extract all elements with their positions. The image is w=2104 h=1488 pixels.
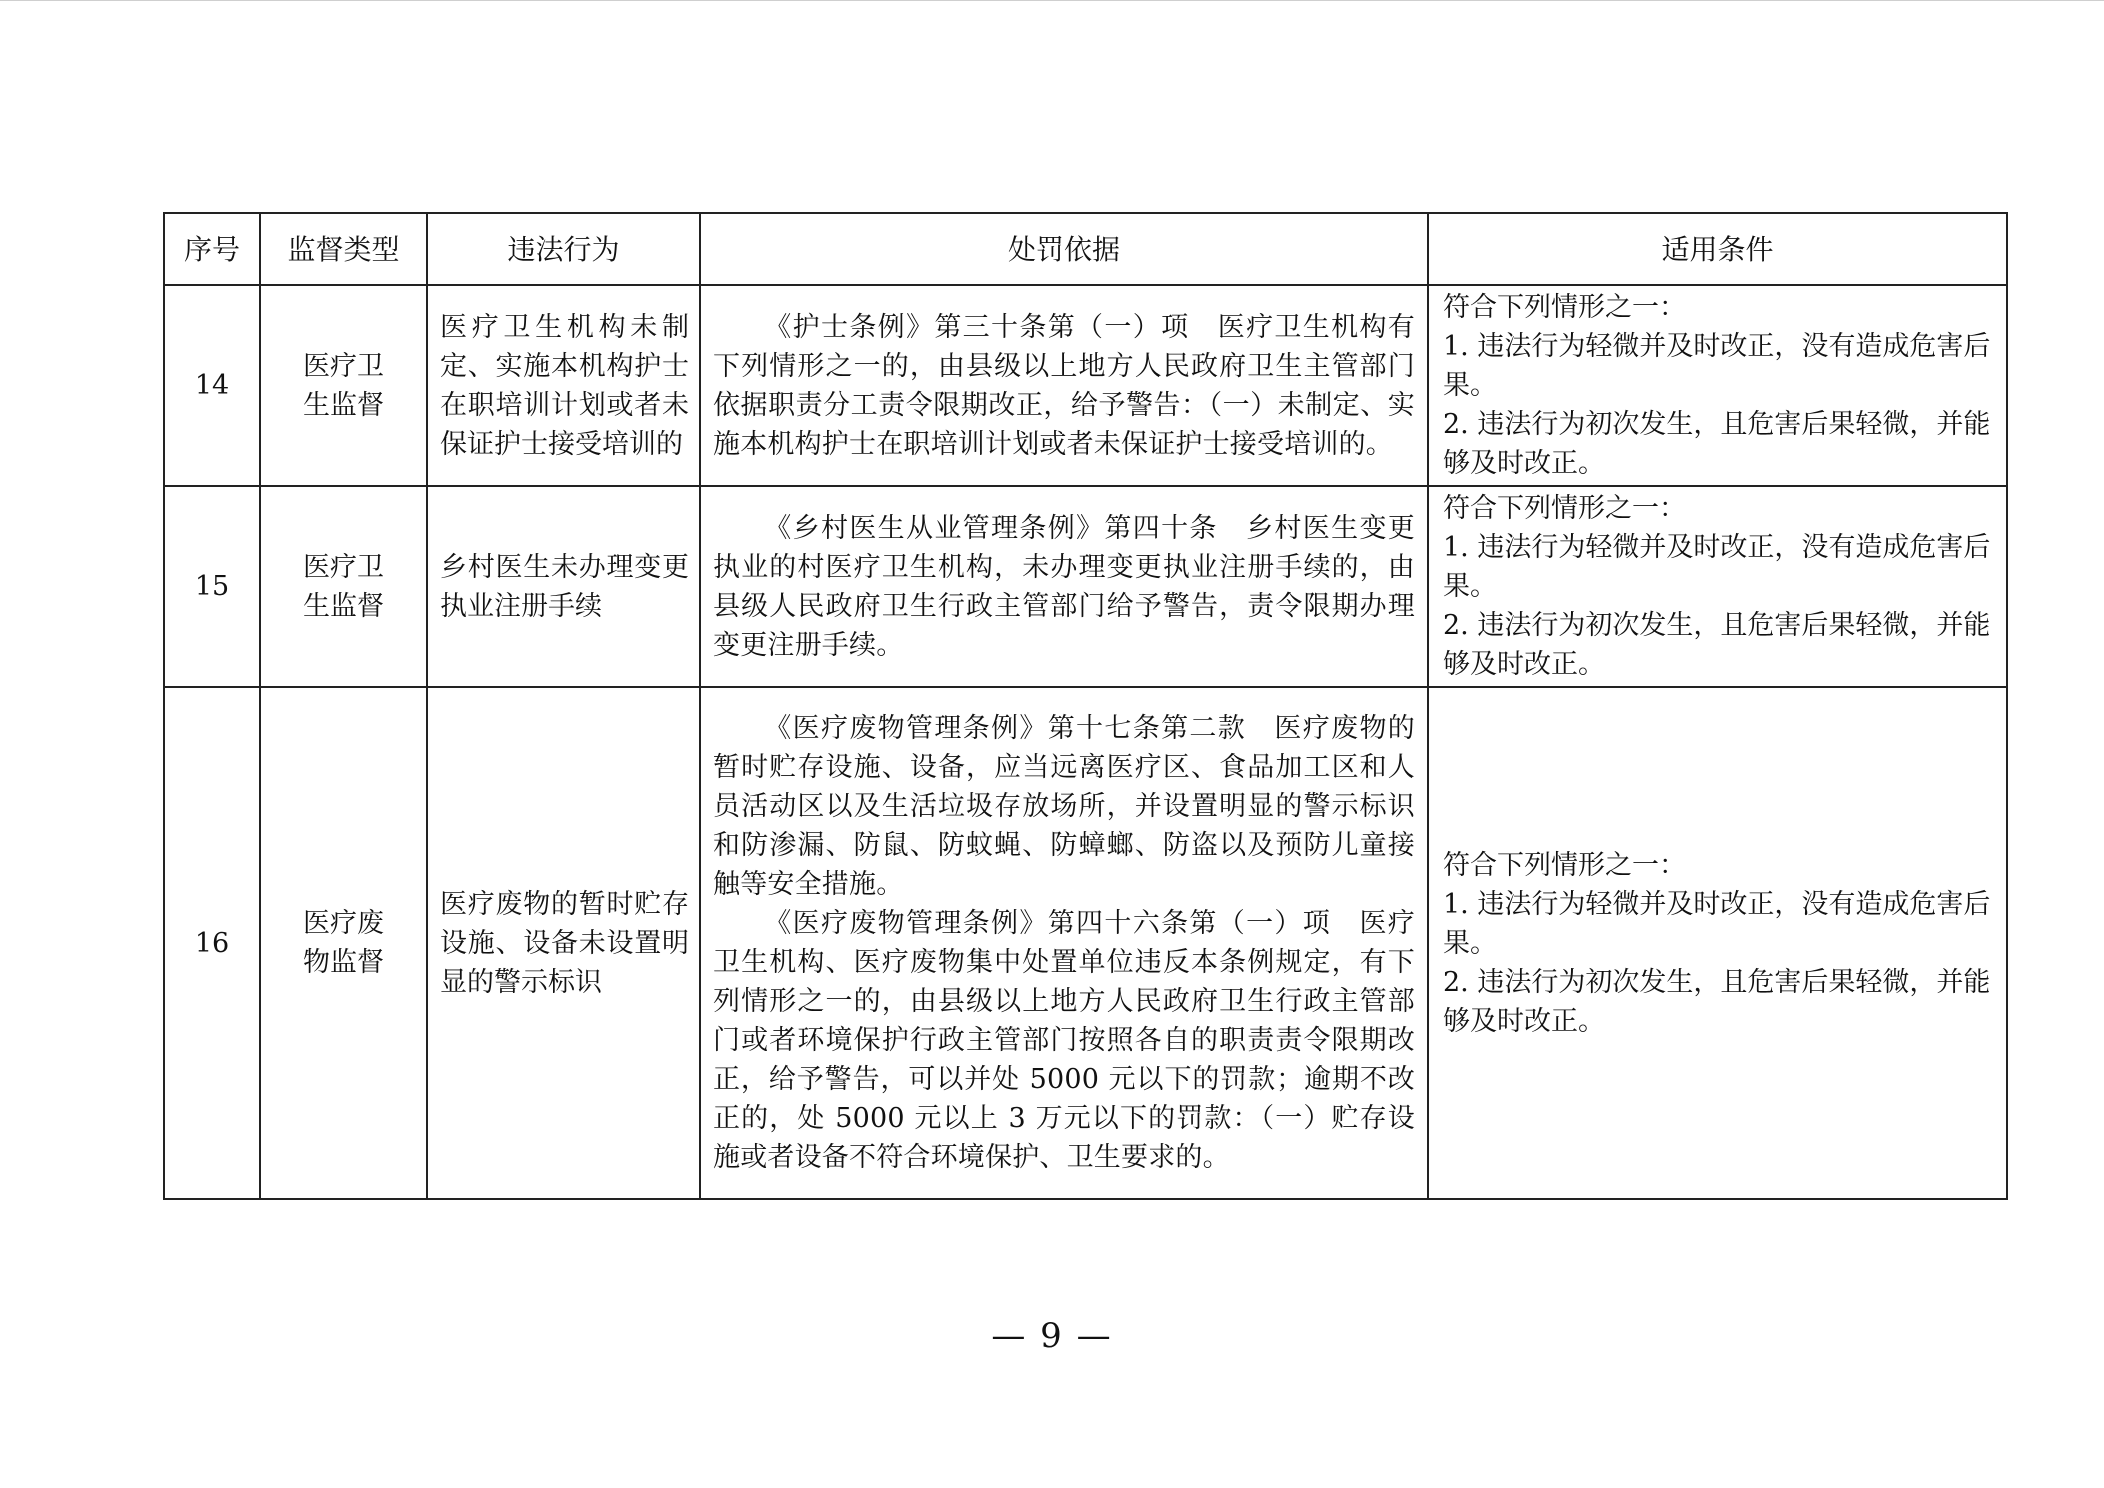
table-row (164, 285, 2007, 486)
basis-paragraph: 《乡村医生从业管理条例》第四十条 乡村医生变更执业的村医疗卫生机构，未办理变更执业注册手续的，由县级人民政府卫生行政主管部门给予警告，责令限期办理变更注册手续。 (713, 512, 1415, 661)
condition-item: 2. 违法行为初次发生，且危害后果轻微，并能够及时改正。 (1443, 610, 1991, 680)
condition-item: 2. 违法行为初次发生，且危害后果轻微，并能够及时改正。 (1443, 409, 1991, 479)
table-row (164, 486, 2007, 687)
basis-paragraph: 《护士条例》第三十条第（一）项 医疗卫生机构有下列情形之一的，由县级以上地方人民政府卫生主管部门依据职责分工责令限期改正，给予警告：（一）未制定、实施本机构护士在职培训计划或者未保证护士接受培训的。 (713, 311, 1415, 460)
condition-intro: 符合下列情形之一： (1443, 849, 1686, 881)
violation-act: 医疗废物的暂时贮存设施、设备未设置明显的警示标识 (427, 687, 700, 1199)
header-act: 违法行为 (427, 213, 700, 285)
applicable-conditions (1428, 285, 2007, 486)
table-row (164, 687, 2007, 1199)
table-header-row (164, 213, 2007, 285)
penalty-table (163, 212, 2008, 1200)
penalty-basis (700, 285, 1428, 486)
condition-item: 2. 违法行为初次发生，且危害后果轻微，并能够及时改正。 (1443, 966, 1991, 1037)
basis-paragraph: 《医疗废物管理条例》第四十六条第（一）项 医疗卫生机构、医疗废物集中处置单位违反本条例规定，有下列情形之一的，由县级以上地方人民政府卫生行政主管部门或者环境保护行政主管部门按照各自的职责责令限期改正，给予警告，可以并处 5000 元以下的罚款；逾期不改正的，处 5000 元以上 3 万元以下的罚款：（一）贮存设施或者设备不符合环境保护、卫生要求的。 (713, 908, 1415, 1173)
penalty-basis (700, 687, 1428, 1199)
row-number: 14 (164, 285, 260, 486)
basis-paragraph: 《医疗废物管理条例》第十七条第二款 医疗废物的暂时贮存设施、设备，应当远离医疗区、食品加工区和人员活动区以及生活垃圾存放场所，并设置明显的警示标识和防渗漏、防鼠、防蚊蝇、防蟑螂、防盗以及预防儿童接触等安全措施。 (713, 713, 1415, 900)
condition-item: 1. 违法行为轻微并及时改正，没有造成危害后果。 (1443, 888, 1991, 959)
condition-intro: 符合下列情形之一： (1443, 292, 1686, 323)
violation-act: 医疗卫生机构未制定、实施本机构护士在职培训计划或者未保证护士接受培训的 (427, 285, 700, 486)
header-type: 监督类型 (260, 213, 427, 285)
condition-intro: 符合下列情形之一： (1443, 493, 1686, 524)
supervision-type: 医疗废物监督 (260, 687, 427, 1199)
header-basis: 处罚依据 (700, 213, 1428, 285)
applicable-conditions (1428, 486, 2007, 687)
header-no: 序号 (164, 213, 260, 285)
row-number: 16 (164, 687, 260, 1199)
supervision-type: 医疗卫生监督 (260, 285, 427, 486)
violation-act: 乡村医生未办理变更执业注册手续 (427, 486, 700, 687)
header-condition: 适用条件 (1428, 213, 2007, 285)
condition-item: 1. 违法行为轻微并及时改正，没有造成危害后果。 (1443, 532, 1991, 602)
page-number: — 9 — (991, 1316, 1113, 1356)
applicable-conditions (1428, 687, 2007, 1199)
supervision-type: 医疗卫生监督 (260, 486, 427, 687)
row-number: 15 (164, 486, 260, 687)
penalty-basis (700, 486, 1428, 687)
condition-item: 1. 违法行为轻微并及时改正，没有造成危害后果。 (1443, 331, 1991, 401)
